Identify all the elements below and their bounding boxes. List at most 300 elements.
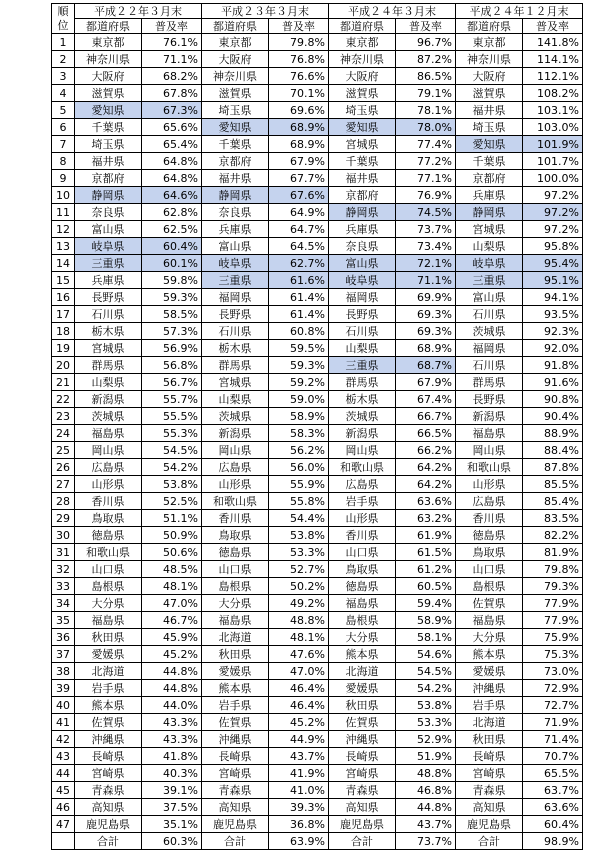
rate-cell: 73.7% (396, 221, 456, 238)
table-row (52, 493, 583, 510)
prefecture-column-header: 都道府県 (456, 19, 523, 34)
rate-cell: 61.6% (269, 272, 329, 289)
rate-cell: 108.2% (523, 85, 583, 102)
prefecture-cell: 宮崎県 (329, 765, 396, 782)
rate-cell: 72.7% (523, 697, 583, 714)
rate-column-header: 普及率 (142, 19, 202, 34)
rate-cell: 70.7% (523, 748, 583, 765)
rate-cell: 68.9% (396, 340, 456, 357)
prefecture-cell: 千葉県 (75, 119, 142, 136)
rate-cell: 64.5% (269, 238, 329, 255)
rate-cell: 63.2% (396, 510, 456, 527)
rank-cell: 31 (52, 544, 75, 561)
prefecture-cell: 群馬県 (202, 357, 269, 374)
rate-cell: 39.1% (142, 782, 202, 799)
prefecture-cell: 静岡県 (75, 187, 142, 204)
rate-cell: 53.8% (269, 527, 329, 544)
rate-cell: 73.4% (396, 238, 456, 255)
prefecture-cell: 奈良県 (75, 204, 142, 221)
rate-cell: 67.6% (269, 187, 329, 204)
rate-cell: 47.0% (269, 663, 329, 680)
rate-cell: 100.0% (523, 170, 583, 187)
rate-cell: 79.1% (396, 85, 456, 102)
prefecture-cell: 兵庫県 (329, 221, 396, 238)
prefecture-cell: 富山県 (329, 255, 396, 272)
table-row (52, 595, 583, 612)
prefecture-cell: 佐賀県 (329, 714, 396, 731)
prefecture-cell: 山形県 (456, 476, 523, 493)
prefecture-cell: 山形県 (75, 476, 142, 493)
rate-cell: 60.4% (523, 816, 583, 833)
prefecture-cell: 鳥取県 (329, 561, 396, 578)
rate-cell: 52.9% (396, 731, 456, 748)
rank-cell: 20 (52, 357, 75, 374)
rate-cell: 92.0% (523, 340, 583, 357)
rate-cell: 72.1% (396, 255, 456, 272)
prefecture-cell: 富山県 (75, 221, 142, 238)
prefecture-cell: 北海道 (202, 629, 269, 646)
prefecture-column-header: 都道府県 (202, 19, 269, 34)
prefecture-cell: 宮崎県 (202, 765, 269, 782)
prefecture-cell: 香川県 (456, 510, 523, 527)
rate-cell: 65.6% (142, 119, 202, 136)
rank-cell: 10 (52, 187, 75, 204)
rank-cell: 42 (52, 731, 75, 748)
table-row (52, 408, 583, 425)
prefecture-cell: 岐阜県 (456, 255, 523, 272)
rate-cell: 56.0% (269, 459, 329, 476)
rate-cell: 44.8% (142, 680, 202, 697)
prefecture-cell: 長野県 (75, 289, 142, 306)
rate-cell: 54.5% (396, 663, 456, 680)
prefecture-cell: 石川県 (456, 357, 523, 374)
rate-cell: 66.5% (396, 425, 456, 442)
rate-cell: 91.8% (523, 357, 583, 374)
rate-cell: 60.8% (269, 323, 329, 340)
rate-cell: 103.0% (523, 119, 583, 136)
prefecture-cell: 静岡県 (202, 187, 269, 204)
prefecture-cell: 埼玉県 (202, 102, 269, 119)
rate-cell: 82.2% (523, 527, 583, 544)
prefecture-cell: 秋田県 (456, 731, 523, 748)
table-row (52, 153, 583, 170)
rate-cell: 75.3% (523, 646, 583, 663)
prefecture-cell: 宮城県 (75, 340, 142, 357)
prefecture-cell: 福島県 (75, 425, 142, 442)
table-row (52, 238, 583, 255)
prefecture-cell: 神奈川県 (456, 51, 523, 68)
rate-cell: 64.6% (142, 187, 202, 204)
prefecture-cell: 埼玉県 (329, 102, 396, 119)
prefecture-cell: 三重県 (329, 357, 396, 374)
table-row (52, 374, 583, 391)
rate-cell: 52.7% (269, 561, 329, 578)
prefecture-cell: 岩手県 (456, 697, 523, 714)
rate-cell: 79.3% (523, 578, 583, 595)
rate-cell: 94.1% (523, 289, 583, 306)
table-row (52, 289, 583, 306)
table-row (52, 187, 583, 204)
rank-cell: 36 (52, 629, 75, 646)
prefecture-cell: 秋田県 (329, 697, 396, 714)
prefecture-cell: 東京都 (456, 34, 523, 51)
prefecture-cell: 岡山県 (202, 442, 269, 459)
rate-cell: 69.3% (396, 323, 456, 340)
rate-cell: 85.4% (523, 493, 583, 510)
prefecture-cell: 富山県 (456, 289, 523, 306)
rate-cell: 93.5% (523, 306, 583, 323)
prefecture-cell: 新潟県 (75, 391, 142, 408)
prefecture-cell: 山梨県 (329, 340, 396, 357)
total-label: 合計 (456, 833, 523, 850)
prefecture-cell: 長野県 (456, 391, 523, 408)
prefecture-cell: 沖縄県 (75, 731, 142, 748)
rate-cell: 66.7% (396, 408, 456, 425)
prefecture-cell: 島根県 (456, 578, 523, 595)
total-label: 合計 (202, 833, 269, 850)
rate-cell: 53.8% (396, 697, 456, 714)
prefecture-cell: 山口県 (329, 544, 396, 561)
rate-cell: 86.5% (396, 68, 456, 85)
prefecture-cell: 広島県 (202, 459, 269, 476)
prefecture-cell: 大分県 (329, 629, 396, 646)
prefecture-cell: 群馬県 (456, 374, 523, 391)
rate-cell: 67.9% (396, 374, 456, 391)
prefecture-cell: 鹿児島県 (456, 816, 523, 833)
rate-column-header: 普及率 (269, 19, 329, 34)
prefecture-cell: 熊本県 (202, 680, 269, 697)
prefecture-cell: 山形県 (202, 476, 269, 493)
table-row (52, 136, 583, 153)
rate-cell: 74.5% (396, 204, 456, 221)
rate-cell: 90.8% (523, 391, 583, 408)
prefecture-cell: 新潟県 (456, 408, 523, 425)
rate-cell: 67.3% (142, 102, 202, 119)
rank-cell: 32 (52, 561, 75, 578)
rate-cell: 63.7% (523, 782, 583, 799)
rate-cell: 92.3% (523, 323, 583, 340)
prefecture-cell: 滋賀県 (329, 85, 396, 102)
prefecture-cell: 和歌山県 (329, 459, 396, 476)
rate-cell: 50.9% (142, 527, 202, 544)
prefecture-cell: 富山県 (202, 238, 269, 255)
rate-cell: 46.4% (269, 697, 329, 714)
rate-cell: 55.8% (269, 493, 329, 510)
prefecture-cell: 和歌山県 (202, 493, 269, 510)
rate-cell: 95.8% (523, 238, 583, 255)
rate-cell: 65.4% (142, 136, 202, 153)
prefecture-cell: 長野県 (202, 306, 269, 323)
table-row (52, 34, 583, 51)
rate-cell: 76.8% (269, 51, 329, 68)
rate-cell: 59.3% (142, 289, 202, 306)
rate-cell: 60.5% (396, 578, 456, 595)
table-row (52, 561, 583, 578)
rate-cell: 63.6% (523, 799, 583, 816)
table-row (52, 221, 583, 238)
prefecture-cell: 東京都 (329, 34, 396, 51)
prefecture-cell: 静岡県 (329, 204, 396, 221)
table-row (52, 476, 583, 493)
rank-cell: 5 (52, 102, 75, 119)
rate-cell: 71.1% (396, 272, 456, 289)
rate-cell: 67.8% (142, 85, 202, 102)
table-row (52, 714, 583, 731)
rate-cell: 81.9% (523, 544, 583, 561)
prefecture-cell: 広島県 (456, 493, 523, 510)
table-row (52, 391, 583, 408)
rate-cell: 96.7% (396, 34, 456, 51)
table-row (52, 697, 583, 714)
rate-cell: 64.2% (396, 459, 456, 476)
rate-cell: 77.4% (396, 136, 456, 153)
total-rank-cell (52, 833, 75, 850)
prefecture-cell: 宮城県 (202, 374, 269, 391)
rate-cell: 53.8% (142, 476, 202, 493)
rate-cell: 54.6% (396, 646, 456, 663)
prefecture-cell: 千葉県 (456, 153, 523, 170)
table-row (52, 68, 583, 85)
table-row (52, 527, 583, 544)
rank-cell: 35 (52, 612, 75, 629)
prefecture-cell: 千葉県 (329, 153, 396, 170)
rank-cell: 3 (52, 68, 75, 85)
rate-cell: 76.6% (269, 68, 329, 85)
rate-cell: 101.7% (523, 153, 583, 170)
prefecture-cell: 山梨県 (456, 238, 523, 255)
prefecture-cell: 徳島県 (75, 527, 142, 544)
rate-cell: 43.3% (142, 731, 202, 748)
rate-cell: 61.9% (396, 527, 456, 544)
prefecture-cell: 福島県 (456, 425, 523, 442)
rate-cell: 83.5% (523, 510, 583, 527)
prefecture-cell: 北海道 (329, 663, 396, 680)
total-rate: 73.7% (396, 833, 456, 850)
prefecture-cell: 山口県 (456, 561, 523, 578)
prefecture-cell: 滋賀県 (75, 85, 142, 102)
rate-cell: 77.9% (523, 595, 583, 612)
prefecture-cell: 北海道 (75, 663, 142, 680)
rank-cell: 2 (52, 51, 75, 68)
rank-cell: 8 (52, 153, 75, 170)
rate-cell: 49.2% (269, 595, 329, 612)
rank-cell: 39 (52, 680, 75, 697)
prefecture-cell: 栃木県 (329, 391, 396, 408)
rate-cell: 72.9% (523, 680, 583, 697)
rate-cell: 69.6% (269, 102, 329, 119)
prefecture-cell: 徳島県 (202, 544, 269, 561)
prefecture-cell: 佐賀県 (456, 595, 523, 612)
prefecture-cell: 沖縄県 (456, 680, 523, 697)
rank-cell: 37 (52, 646, 75, 663)
prefecture-cell: 鹿児島県 (329, 816, 396, 833)
rate-cell: 48.8% (396, 765, 456, 782)
prefecture-cell: 兵庫県 (456, 187, 523, 204)
rank-cell: 43 (52, 748, 75, 765)
prefecture-cell: 滋賀県 (202, 85, 269, 102)
prefecture-cell: 兵庫県 (75, 272, 142, 289)
rate-cell: 54.2% (396, 680, 456, 697)
prefecture-cell: 高知県 (456, 799, 523, 816)
prefecture-cell: 長崎県 (456, 748, 523, 765)
rate-cell: 56.9% (142, 340, 202, 357)
prefecture-cell: 静岡県 (456, 204, 523, 221)
rate-cell: 47.0% (142, 595, 202, 612)
rate-cell: 69.3% (396, 306, 456, 323)
rank-cell: 22 (52, 391, 75, 408)
rank-cell: 47 (52, 816, 75, 833)
prefecture-cell: 岩手県 (329, 493, 396, 510)
prefecture-cell: 青森県 (456, 782, 523, 799)
rate-cell: 76.9% (396, 187, 456, 204)
prefecture-cell: 山形県 (329, 510, 396, 527)
prefecture-cell: 新潟県 (202, 425, 269, 442)
rate-cell: 77.9% (523, 612, 583, 629)
rank-cell: 21 (52, 374, 75, 391)
rank-cell: 7 (52, 136, 75, 153)
rate-cell: 50.6% (142, 544, 202, 561)
rate-cell: 79.8% (523, 561, 583, 578)
rate-cell: 78.1% (396, 102, 456, 119)
prefecture-cell: 愛媛県 (75, 646, 142, 663)
prefecture-ranking-table (51, 3, 583, 850)
prefecture-cell: 神奈川県 (202, 68, 269, 85)
rank-header-label: 順位 (57, 4, 69, 32)
rate-cell: 68.9% (269, 136, 329, 153)
rank-cell: 30 (52, 527, 75, 544)
rate-cell: 35.1% (142, 816, 202, 833)
rate-cell: 78.0% (396, 119, 456, 136)
prefecture-cell: 香川県 (329, 527, 396, 544)
prefecture-cell: 栃木県 (202, 340, 269, 357)
table-row (52, 663, 583, 680)
rate-cell: 50.2% (269, 578, 329, 595)
rate-cell: 90.4% (523, 408, 583, 425)
table-row (52, 442, 583, 459)
total-label: 合計 (329, 833, 396, 850)
table-row (52, 782, 583, 799)
rate-cell: 55.5% (142, 408, 202, 425)
total-label: 合計 (75, 833, 142, 850)
period-title: 平成２４年３月末 (329, 4, 456, 19)
rate-cell: 46.8% (396, 782, 456, 799)
prefecture-cell: 岡山県 (75, 442, 142, 459)
rate-cell: 59.5% (269, 340, 329, 357)
rate-cell: 68.2% (142, 68, 202, 85)
prefecture-cell: 福井県 (202, 170, 269, 187)
table-row (52, 272, 583, 289)
prefecture-cell: 大阪府 (456, 68, 523, 85)
rank-cell: 40 (52, 697, 75, 714)
rate-cell: 52.5% (142, 493, 202, 510)
rate-cell: 53.3% (396, 714, 456, 731)
rate-cell: 77.2% (396, 153, 456, 170)
rank-cell: 29 (52, 510, 75, 527)
prefecture-cell: 鳥取県 (202, 527, 269, 544)
table-row (52, 629, 583, 646)
rank-cell: 34 (52, 595, 75, 612)
table-row (52, 544, 583, 561)
prefecture-cell: 大分県 (202, 595, 269, 612)
table-row (52, 85, 583, 102)
rate-cell: 43.7% (269, 748, 329, 765)
rate-cell: 68.9% (269, 119, 329, 136)
rate-cell: 64.7% (269, 221, 329, 238)
rate-cell: 62.7% (269, 255, 329, 272)
rate-cell: 44.8% (396, 799, 456, 816)
rate-cell: 44.8% (142, 663, 202, 680)
prefecture-cell: 三重県 (456, 272, 523, 289)
prefecture-cell: 福島県 (329, 595, 396, 612)
rank-cell: 1 (52, 34, 75, 51)
prefecture-cell: 愛知県 (202, 119, 269, 136)
table-row (52, 510, 583, 527)
prefecture-cell: 熊本県 (456, 646, 523, 663)
prefecture-cell: 青森県 (329, 782, 396, 799)
prefecture-cell: 広島県 (75, 459, 142, 476)
prefecture-cell: 埼玉県 (456, 119, 523, 136)
table-row (52, 765, 583, 782)
prefecture-cell: 山梨県 (202, 391, 269, 408)
rate-cell: 58.9% (269, 408, 329, 425)
prefecture-cell: 石川県 (75, 306, 142, 323)
prefecture-cell: 徳島県 (329, 578, 396, 595)
prefecture-cell: 秋田県 (202, 646, 269, 663)
table-row (52, 204, 583, 221)
rate-cell: 55.3% (142, 425, 202, 442)
rate-cell: 54.5% (142, 442, 202, 459)
prefecture-cell: 大分県 (456, 629, 523, 646)
table-row (52, 748, 583, 765)
rate-cell: 141.8% (523, 34, 583, 51)
rate-cell: 40.3% (142, 765, 202, 782)
rate-cell: 69.9% (396, 289, 456, 306)
rate-cell: 46.4% (269, 680, 329, 697)
prefecture-cell: 茨城県 (456, 323, 523, 340)
prefecture-cell: 兵庫県 (202, 221, 269, 238)
rate-cell: 77.1% (396, 170, 456, 187)
rate-cell: 45.9% (142, 629, 202, 646)
rate-cell: 59.0% (269, 391, 329, 408)
prefecture-cell: 秋田県 (75, 629, 142, 646)
rank-cell: 26 (52, 459, 75, 476)
rate-cell: 48.8% (269, 612, 329, 629)
rate-cell: 48.1% (269, 629, 329, 646)
rate-cell: 58.1% (396, 629, 456, 646)
prefecture-cell: 滋賀県 (456, 85, 523, 102)
table-row (52, 51, 583, 68)
rate-cell: 59.8% (142, 272, 202, 289)
rate-cell: 71.9% (523, 714, 583, 731)
prefecture-cell: 熊本県 (329, 646, 396, 663)
rank-cell: 33 (52, 578, 75, 595)
prefecture-cell: 佐賀県 (202, 714, 269, 731)
rate-cell: 61.2% (396, 561, 456, 578)
table-row (52, 170, 583, 187)
table-row (52, 816, 583, 833)
prefecture-cell: 沖縄県 (329, 731, 396, 748)
rate-cell: 91.6% (523, 374, 583, 391)
rank-cell: 12 (52, 221, 75, 238)
rate-cell: 36.8% (269, 816, 329, 833)
rate-cell: 43.7% (396, 816, 456, 833)
prefecture-cell: 愛知県 (75, 102, 142, 119)
rate-cell: 44.9% (269, 731, 329, 748)
prefecture-cell: 奈良県 (202, 204, 269, 221)
prefecture-cell: 広島県 (329, 476, 396, 493)
table-row (52, 255, 583, 272)
prefecture-cell: 島根県 (75, 578, 142, 595)
